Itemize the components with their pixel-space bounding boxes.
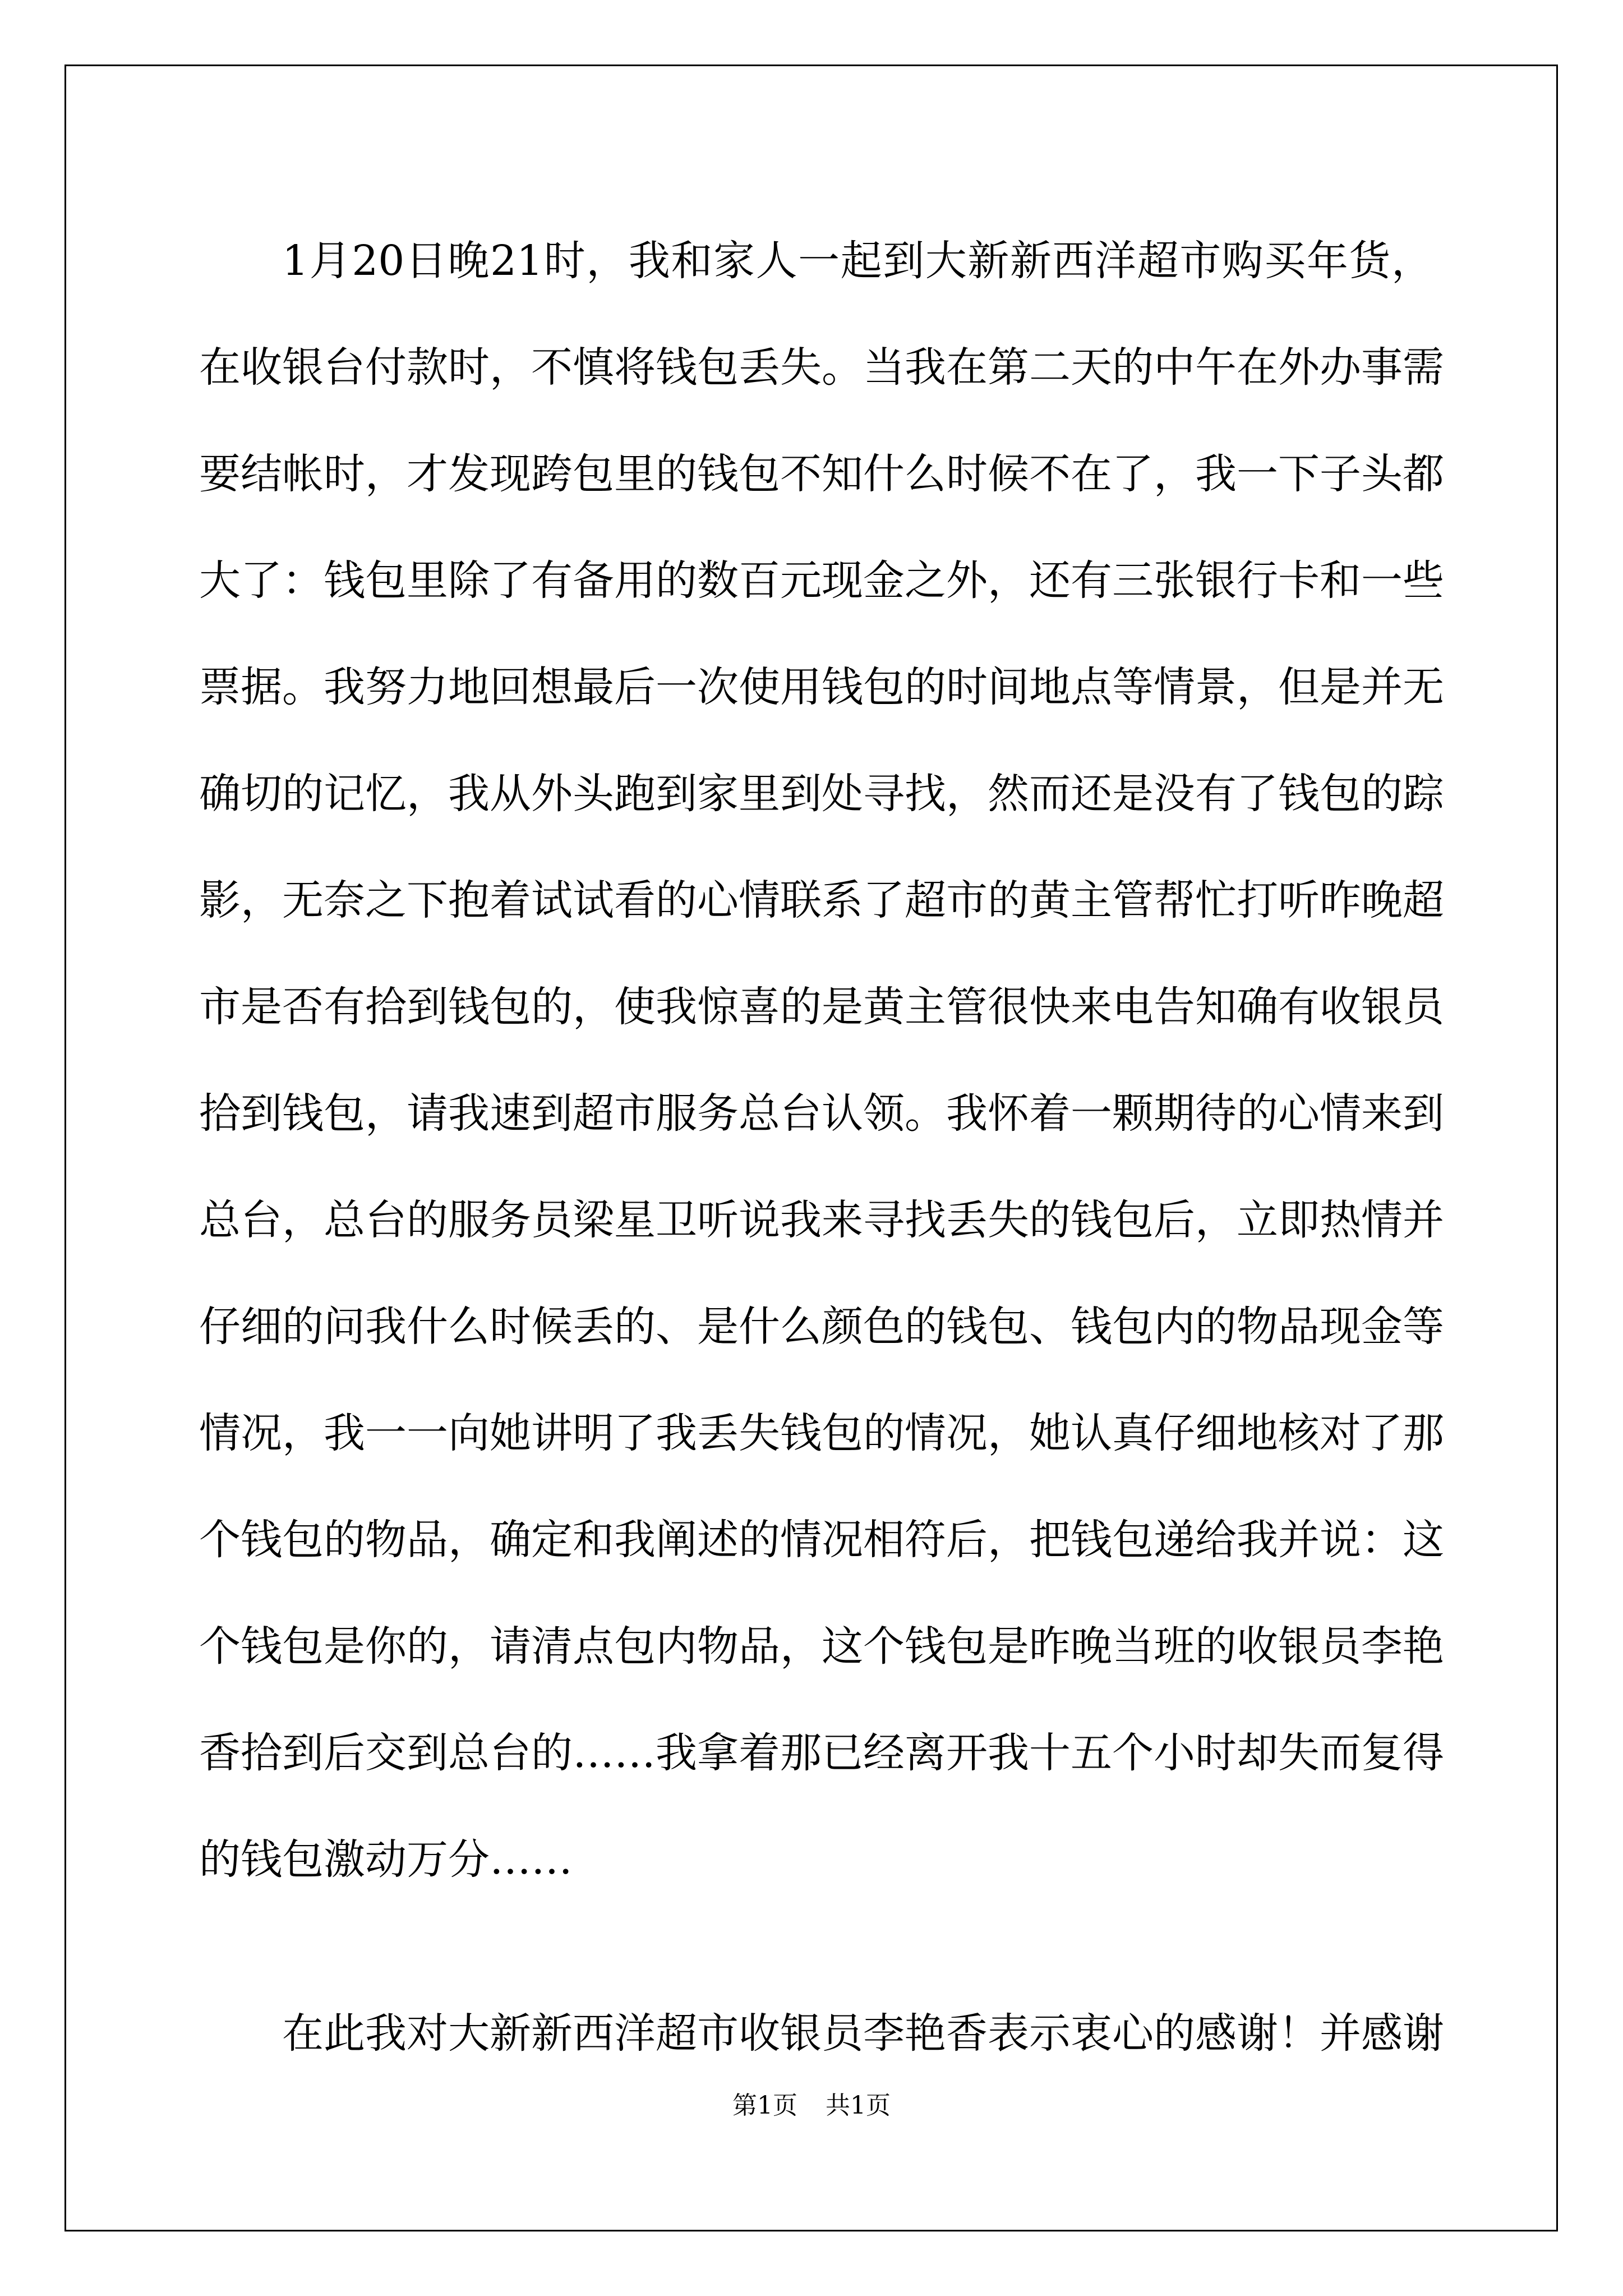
paragraph-1-line-6: 确切的记忆，我从外头跑到家里到处寻找，然而还是没有了钱包的踪 — [199, 770, 1444, 818]
page-number-current: 第1页 — [732, 2091, 797, 2120]
paragraph-1-line-1: 1月20日晚21时，我和家人一起到大新新西洋超市购买年货， — [282, 237, 1433, 285]
paragraph-1-line-15: 香拾到后交到总台的……我拿着那已经离开我十五个小时却失而复得 — [199, 1729, 1444, 1777]
paragraph-1-line-3: 要结帐时，才发现跨包里的钱包不知什么时候不在了，我一下子头都 — [199, 450, 1444, 498]
paragraph-1-line-11: 仔细的问我什么时候丢的、是什么颜色的钱包、钱包内的物品现金等 — [199, 1303, 1444, 1351]
paragraph-1-line-12: 情况，我一一向她讲明了我丢失钱包的情况，她认真仔细地核对了那 — [199, 1409, 1444, 1457]
paragraph-1-line-5: 票据。我努力地回想最后一次使用钱包的时间地点等情景，但是并无 — [199, 663, 1444, 711]
paragraph-1-line-7: 影，无奈之下抱着试试看的心情联系了超市的黄主管帮忙打听昨晚超 — [199, 876, 1444, 924]
document-body — [199, 208, 1444, 2087]
paragraph-2-line-1: 在此我对大新新西洋超市收银员李艳香表示衷心的感谢！并感谢 — [282, 2009, 1444, 2058]
paragraph-spacer — [199, 1913, 1433, 1980]
paragraph-1-line-16: 的钱包激动万分…… — [199, 1835, 573, 1884]
paragraph-1-line-2: 在收银台付款时，不慎将钱包丢失。当我在第二天的中午在外办事需 — [199, 343, 1444, 392]
page-number-total: 共1页 — [826, 2091, 891, 2120]
paragraph-1-line-13: 个钱包的物品，确定和我阐述的情况相符后，把钱包递给我并说：这 — [199, 1516, 1444, 1564]
paragraph-1-line-9: 拾到钱包，请我速到超市服务总台认领。我怀着一颗期待的心情来到 — [199, 1089, 1444, 1138]
page-footer — [0, 2089, 1623, 2123]
paragraph-1-line-4: 大了：钱包里除了有备用的数百元现金之外，还有三张银行卡和一些 — [199, 556, 1444, 605]
paragraph-1-line-8: 市是否有拾到钱包的，使我惊喜的是黄主管很快来电告知确有收银员 — [199, 983, 1444, 1031]
paragraph-1-line-14: 个钱包是你的，请清点包内物品，这个钱包是昨晚当班的收银员李艳 — [199, 1622, 1444, 1671]
paragraph-1-line-10: 总台，总台的服务员梁星卫听说我来寻找丢失的钱包后，立即热情并 — [199, 1196, 1444, 1244]
